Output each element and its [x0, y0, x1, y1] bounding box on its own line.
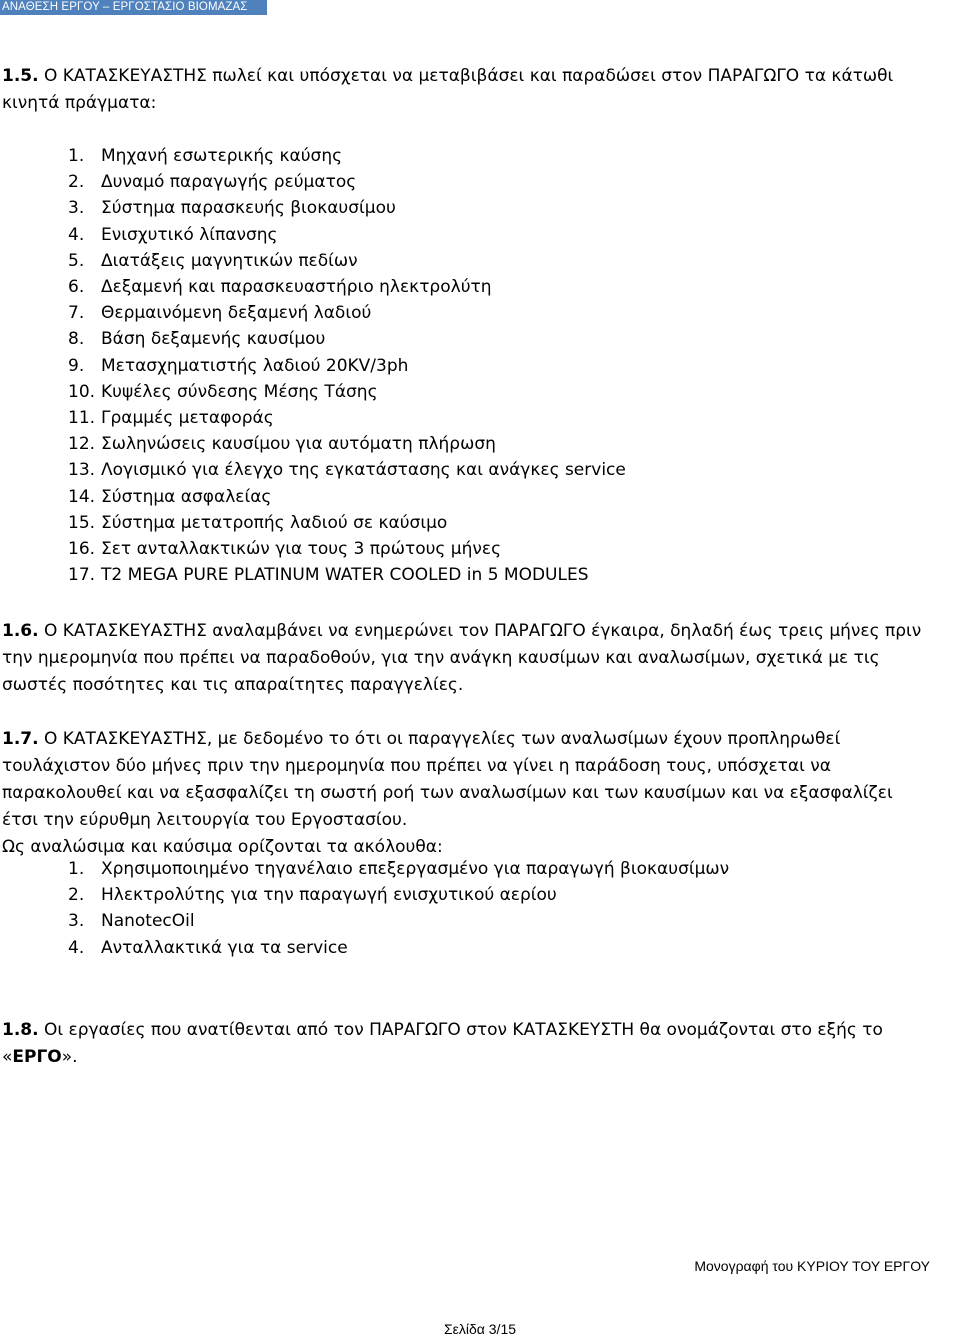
- list-item-text: Δεξαμενή και παρασκευαστήριο ηλεκτρολύτη: [101, 277, 492, 298]
- list-item: [0, 908, 729, 934]
- consumables-lead: Ως αναλώσιμα και καύσιμα ορίζονται τα ακόλουθα:: [2, 837, 443, 857]
- list-item-number: 8.: [68, 329, 85, 350]
- list-item: [0, 169, 626, 195]
- list-item-number: 2.: [68, 885, 85, 906]
- list-item-number: 10.: [68, 381, 96, 402]
- list-item-text: Κυψέλες σύνδεσης Μέσης Τάσης: [101, 381, 378, 402]
- list-item: [0, 143, 626, 169]
- list-item-text: Ηλεκτρολύτης για την παραγωγή ενισχυτικού αερίου: [101, 885, 557, 906]
- list-item-number: 13.: [68, 460, 96, 481]
- list-item-text: Ενισχυτικό λίπανσης: [101, 224, 278, 245]
- section-number: 1.8.: [2, 1020, 39, 1040]
- section-text: Ο ΚΑΤΑΣΚΕΥΑΣΤΗΣ πωλεί και υπόσχεται να μεταβιβάσει και παραδώσει στον ΠΑΡΑΓΩΓΟ τα κάτωθι κινητά πράγματα:: [2, 66, 894, 113]
- signature-note: Μονογραφή του ΚΥΡΙΟΥ ΤΟΥ ΕΡΓΟΥ: [694, 1258, 930, 1274]
- list-item-number: 5.: [68, 250, 85, 271]
- list-item: [0, 562, 626, 588]
- list-item: [0, 431, 626, 457]
- list-item-number: 2.: [68, 172, 85, 193]
- list-item-text: Σύστημα παρασκευής βιοκαυσίμου: [101, 198, 396, 219]
- section-text: Ο ΚΑΤΑΣΚΕΥΑΣΤΗΣ, με δεδομένο το ότι οι παραγγελίες των αναλωσίμων έχουν προπληρωθεί τουλάχιστον δύο μήνες πριν την ημερομηνία που πρέπει να γίνει η παράδοση τους, υπόσχεται να παρακολουθεί και να εξασφαλίζει τη σωστή ροή των αναλωσίμων και των καυσίμων και να εξασφαλίζει έτσι την εύρυθμη λειτουργία του Εργοστασίου.: [2, 729, 893, 830]
- list-item-text: Σετ ανταλλακτικών για τους 3 πρώτους μήνες: [101, 539, 502, 560]
- section-text: Ο ΚΑΤΑΣΚΕΥΑΣΤΗΣ αναλαμβάνει να ενημερώνει τον ΠΑΡΑΓΩΓΟ έγκαιρα, δηλαδή έως τρεις μήνες πριν την ημερομηνία που πρέπει να παραδοθούν, για την ανάγκη καυσίμων και αναλωσίμων, σχετικά με τις σωστές ποσότητες και τις απαραίτητες παραγγελίες.: [2, 621, 922, 695]
- list-item: [0, 856, 729, 882]
- section-1-5-paragraph: [2, 63, 932, 117]
- list-item: [0, 484, 626, 510]
- page-number-label: Σελίδα 3/15: [443, 1321, 517, 1337]
- section-text-end: ».: [61, 1047, 78, 1067]
- section-number: 1.5.: [2, 66, 39, 86]
- list-item-text: Θερμαινόμενη δεξαμενή λαδιού: [101, 303, 372, 324]
- list-item-number: 6.: [68, 277, 85, 298]
- section-1-6-paragraph: [2, 618, 932, 699]
- list-item-text: Βάση δεξαμενής καυσίμου: [101, 329, 326, 350]
- list-item-number: 11.: [68, 408, 96, 429]
- list-item-number: 15.: [68, 512, 96, 533]
- list-item-number: 17.: [68, 565, 96, 586]
- list-item-number: 3.: [68, 198, 85, 219]
- list-item-text: Σωληνώσεις καυσίμου για αυτόματη πλήρωση: [101, 434, 496, 455]
- section-1-8-paragraph: [2, 1017, 932, 1071]
- list-item: [0, 457, 626, 483]
- list-item: [0, 353, 626, 379]
- list-item-text: Ανταλλακτικά για τα service: [101, 937, 348, 958]
- list-item-text: NanotecOil: [101, 911, 195, 932]
- list-item-text: Λογισμικό για έλεγχο της εγκατάστασης και ανάγκες service: [101, 460, 626, 481]
- list-item-number: 16.: [68, 539, 96, 560]
- list-item: [0, 326, 626, 352]
- list-item: [0, 222, 626, 248]
- list-item-number: 1.: [68, 146, 85, 166]
- list-item-text: Χρησιμοποιημένο τηγανέλαιο επεξεργασμένο για παραγωγή βιοκαυσίμων: [101, 859, 730, 879]
- list-item: [0, 195, 626, 221]
- list-item-number: 4.: [68, 937, 85, 958]
- list-item-text: Σύστημα ασφαλείας: [101, 486, 272, 507]
- list-item: [0, 274, 626, 300]
- list-item-text: Δυναμό παραγωγής ρεύματος: [101, 172, 357, 193]
- section-text: Οι εργασίες που ανατίθενται από τον ΠΑΡΑΓΩΓΟ στον ΚΑΤΑΣΚΕΥΣΤΗ θα ονομάζονται στο εξής το «: [2, 1020, 883, 1067]
- list-item: [0, 510, 626, 536]
- running-header-title: ΑΝΑΘΕΣΗ ΕΡΓΟΥ – ΕΡΓΟΣΤΑΣΙΟ ΒΙΟΜΑΖΑΣ: [2, 1, 248, 13]
- list-item-number: 4.: [68, 224, 85, 245]
- list-item-text: T2 MEGA PURE PLATINUM WATER COOLED in 5 MODULES: [101, 565, 589, 586]
- list-item-number: 7.: [68, 303, 85, 324]
- list-item-number: 12.: [68, 434, 96, 455]
- page-number: [0, 1320, 960, 1338]
- section-number: 1.7.: [2, 729, 39, 749]
- list-item-text: Διατάξεις μαγνητικών πεδίων: [101, 250, 358, 271]
- list-item-text: Γραμμές μεταφοράς: [101, 408, 274, 429]
- list-item-text: Σύστημα μετατροπής λαδιού σε καύσιμο: [101, 512, 448, 533]
- list-item: [0, 536, 626, 562]
- list-item-number: 3.: [68, 911, 85, 932]
- section-1-7-paragraph: [2, 726, 932, 861]
- section-number: 1.6.: [2, 621, 39, 641]
- list-item-text: Μηχανή εσωτερικής καύσης: [101, 146, 343, 166]
- movable-items-list: [0, 143, 626, 588]
- list-item: [0, 935, 729, 961]
- list-item: [0, 248, 626, 274]
- list-item-number: 1.: [68, 859, 85, 879]
- list-item: [0, 882, 729, 908]
- list-item: [0, 379, 626, 405]
- list-item-number: 14.: [68, 486, 96, 507]
- list-item: [0, 300, 626, 326]
- list-item: [0, 405, 626, 431]
- project-term: ΕΡΓΟ: [12, 1047, 62, 1067]
- list-item-number: 9.: [68, 355, 85, 376]
- consumables-list: [0, 856, 729, 961]
- list-item-text: Μετασχηματιστής λαδιού 20KV/3ph: [101, 355, 409, 376]
